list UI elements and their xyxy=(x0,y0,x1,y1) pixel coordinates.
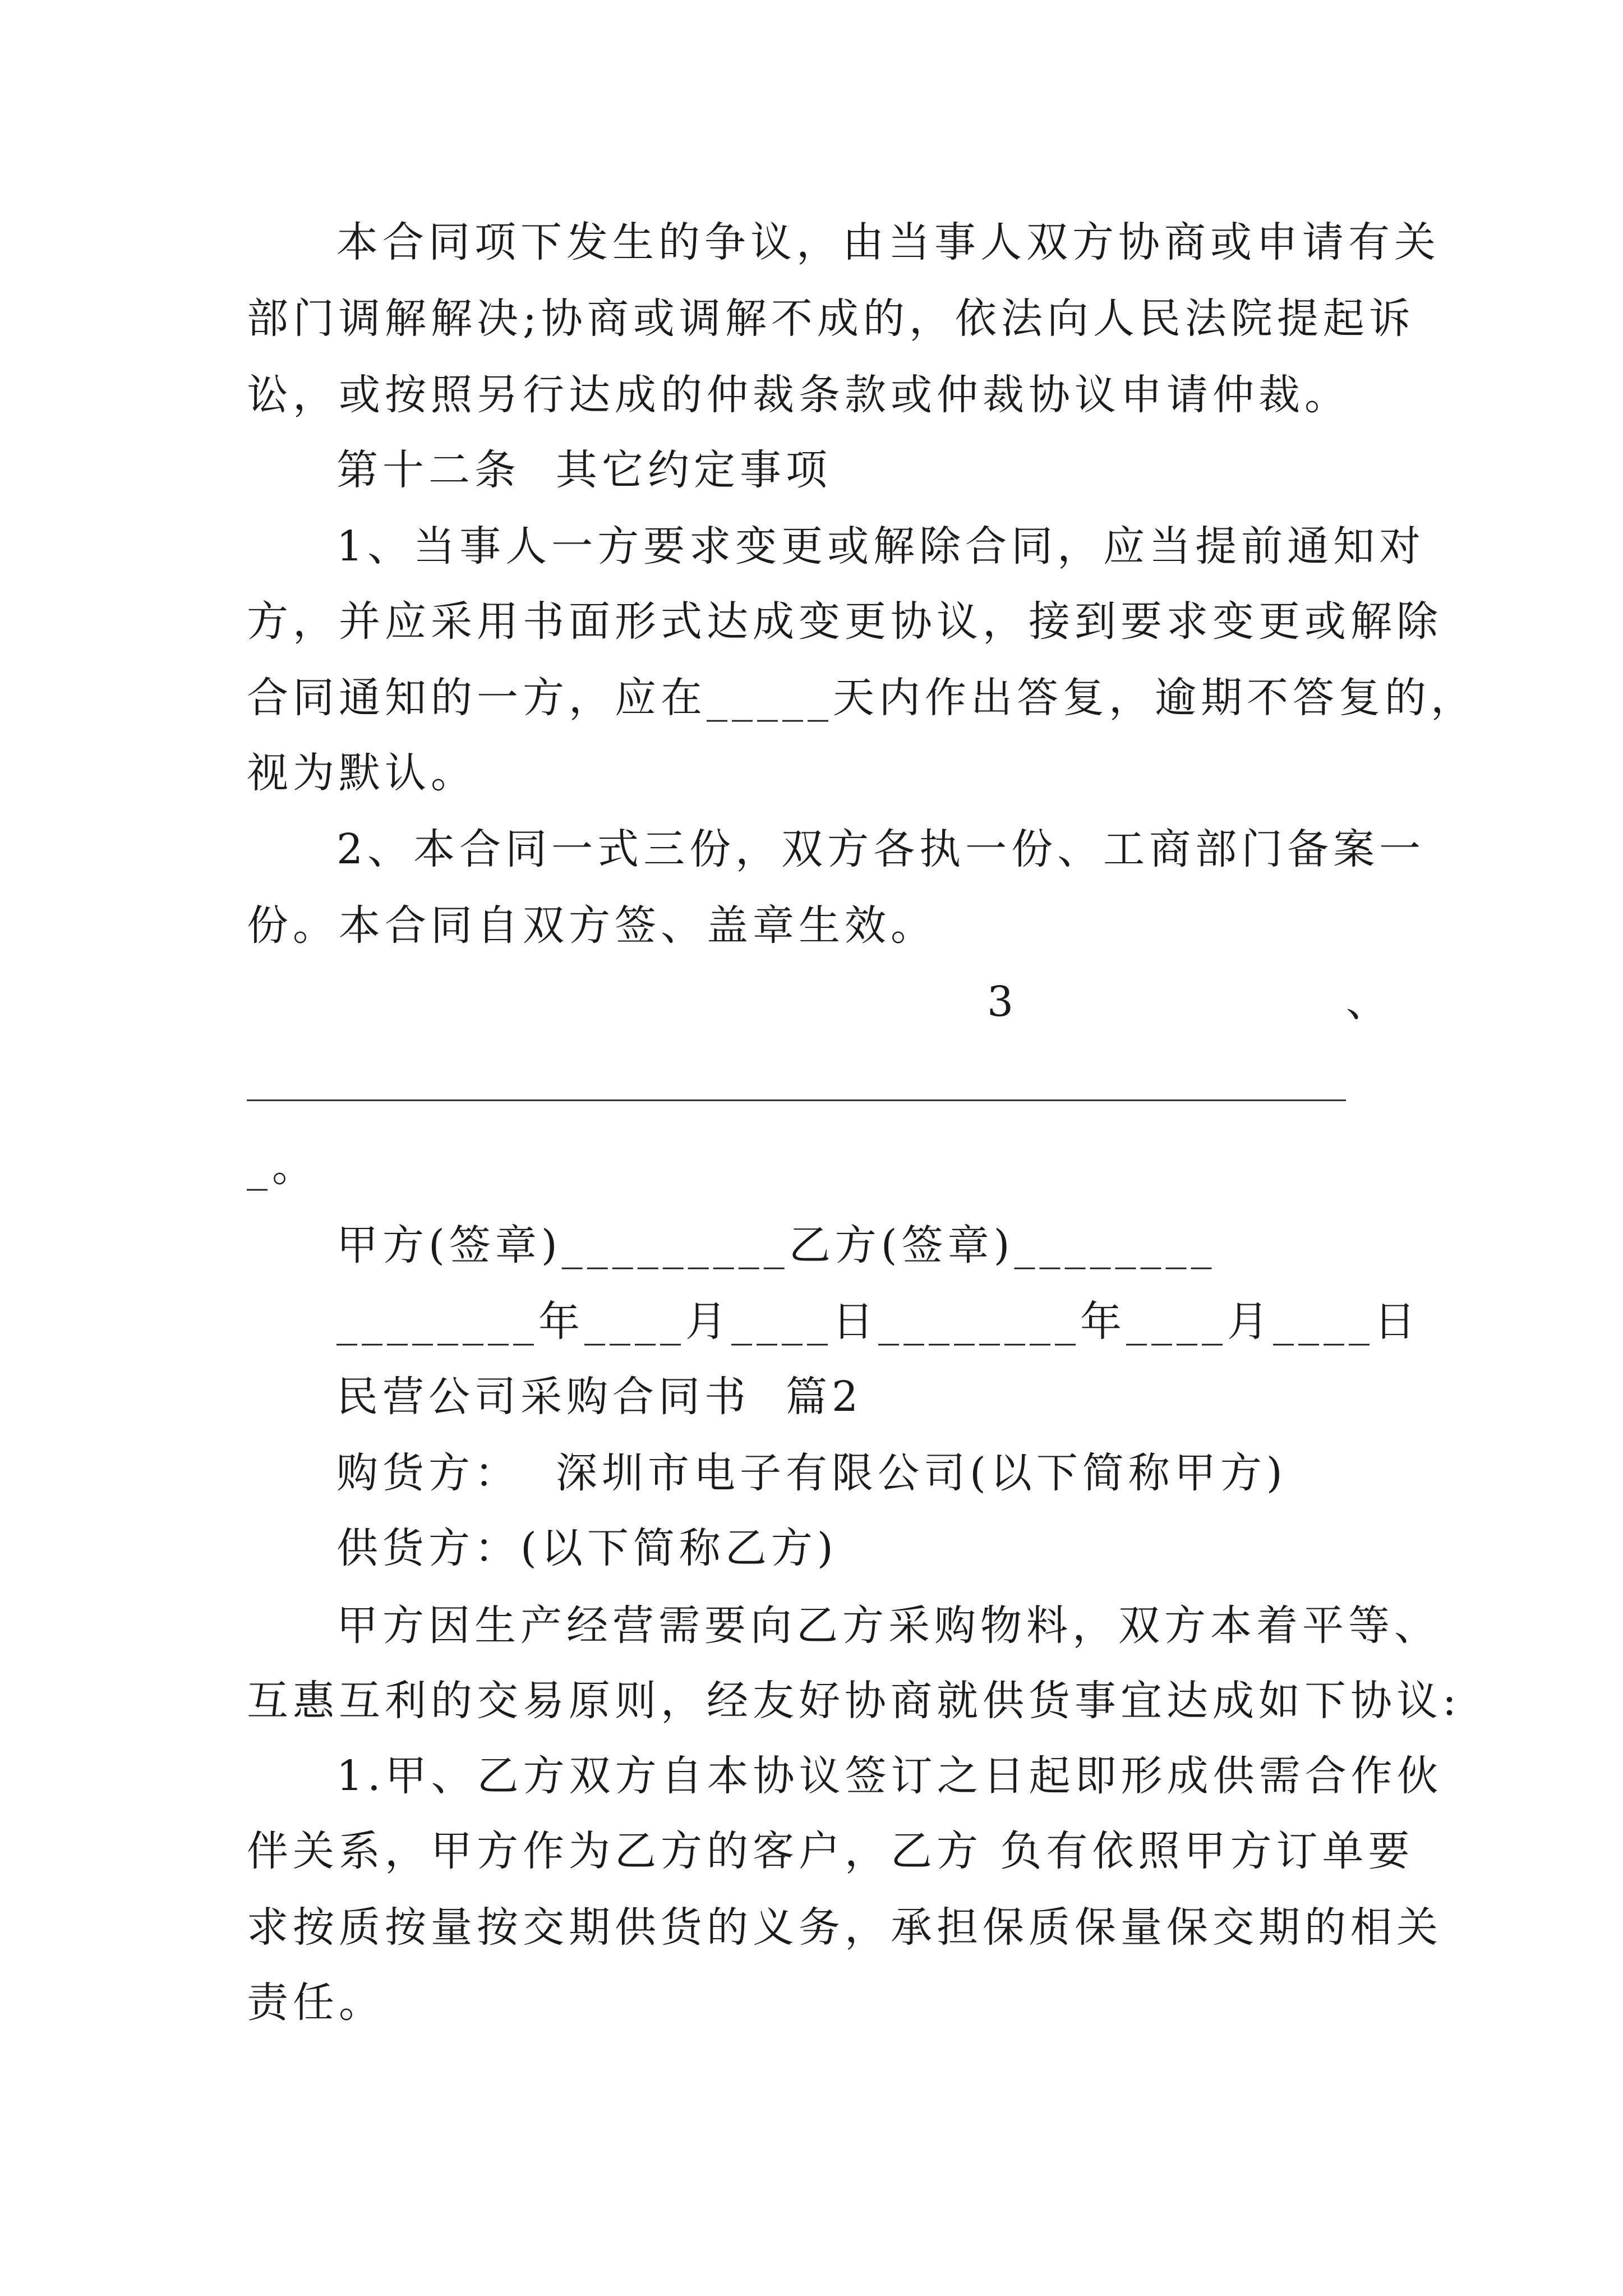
section-2-title: 民营公司采购合同书 篇2 xyxy=(336,1373,863,1421)
intro-line-1: 甲方因生产经营需要向乙方采购物料，双方本着平等、 xyxy=(336,1602,1440,1650)
paragraph-dispute-line-1: 本合同项下发生的争议，由当事人双方协商或申请有关 xyxy=(336,218,1440,266)
blank-fill-line xyxy=(247,1099,1346,1101)
fragment-comma: 、 xyxy=(1346,978,1392,1026)
clause-1-line-1: 1.甲、乙方双方自本协议签订之日起即形成供需合作伙 xyxy=(336,1752,1443,1800)
item-2-line-1: 2、本合同一式三份，双方各执一份、工商部门备案一 xyxy=(336,825,1426,873)
paragraph-dispute-line-2: 部门调解解决;协商或调解不成的，依法向人民法院提起诉 xyxy=(247,295,1415,343)
clause-1-line-2: 伴关系，甲方作为乙方的客户，乙方 负有依照甲方订单要 xyxy=(247,1827,1414,1875)
buyer-line: 购货方： 深圳市电子有限公司(以下简称甲方) xyxy=(336,1449,1287,1497)
fragment-end: _。 xyxy=(247,1143,318,1191)
item-1-line-4: 视为默认。 xyxy=(247,749,477,797)
clause-1-line-4: 责任。 xyxy=(247,1978,385,2027)
clause-1-line-3: 求按质按量按交期供货的义务，承担保质保量保交期的相关 xyxy=(247,1903,1442,1952)
item-1-line-3: 合同通知的一方，应在_____天内作出答复，逾期不答复的， xyxy=(247,674,1477,722)
article-12-title: 第十二条 其它约定事项 xyxy=(336,446,832,494)
fragment-number: 3 xyxy=(987,978,1018,1026)
item-1-line-1: 1、当事人一方要求变更或解除合同，应当提前通知对 xyxy=(336,522,1426,570)
item-1-line-2: 方，并应采用书面形式达成变更协议，接到要求变更或解除 xyxy=(247,597,1442,646)
signature-line: 甲方(签章)_________乙方(签章)________ xyxy=(336,1221,1216,1269)
intro-line-2: 互惠互利的交易原则，经友好协商就供货事宜达成如下协议: xyxy=(247,1677,1461,1725)
paragraph-dispute-line-3: 讼，或按照另行达成的仲裁条款或仲裁协议申请仲裁。 xyxy=(247,371,1350,419)
supplier-line: 供货方：(以下简称乙方) xyxy=(336,1524,838,1572)
date-line: ________年____月____日________年____月____日 xyxy=(336,1297,1420,1346)
item-2-line-2: 份。本合同自双方签、盖章生效。 xyxy=(247,901,937,950)
